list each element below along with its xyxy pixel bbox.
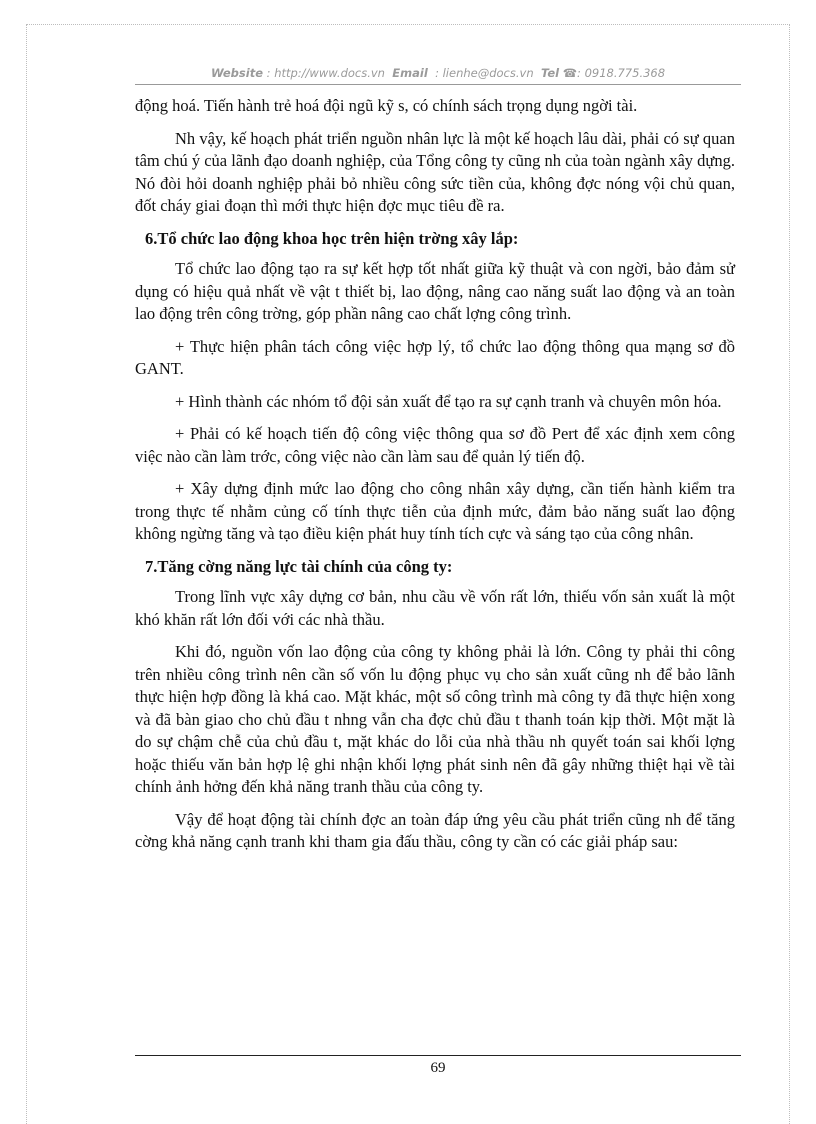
footer-divider [135,1055,741,1056]
website-label: Website [210,66,264,80]
paragraph: Khi đó, nguồn vốn lao động của công ty không phải là lớn. Công ty phải thi công trên nhiều công trình nên cần số vốn lu động phục vụ cho sản xuất cũng nh để bảo lãnh thực hiện hợp đồng là khá cao. Mặt khác, một số công trình mà công ty đã thực hiện xong và đã bàn giao cho chủ đầu t nhng vẫn cha đợc chủ đầu t thanh toán kịp thời. Một mặt là do sự chậm chễ của chủ đầu t, mặt khác do lỗi của nhà thầu nh quyết toán sai khối lợng hoặc thiếu văn bản hợp lệ ghi nhận khối lợng phát sinh nên đã gây những thiệt hại về tài chính ảnh hởng đến khả năng tranh thầu của công ty. [135,642,735,796]
paragraph: Trong lĩnh vực xây dựng cơ bản, nhu cầu về vốn rất lớn, thiếu vốn sản xuất là một khó khăn rất lớn đối với các nhà thầu. [135,587,735,629]
tel-value: ☎: 0918.775.368 [562,66,666,80]
section-6-heading: 6.Tổ chức lao động khoa học trên hiện trờng xây lắp: [145,228,519,248]
bullet-paragraph: + Hình thành các nhóm tổ đội sản xuất để tạo ra sự cạnh tranh và chuyên môn hóa. [175,391,722,411]
paragraph: Tổ chức lao động tạo ra sự kết hợp tốt nhất giữa kỹ thuật và con ngời, bảo đảm sử dụng có hiệu quả nhất về vật t thiết bị, lao động, nâng cao năng suất lao động và an toàn lao động trên công trờng, góp phần nâng cao chất lợng công trình. [135,259,735,323]
email-value: : lienhe@docs.vn [435,66,534,80]
bullet-paragraph: + Xây dựng định mức lao động cho công nhân xây dựng, cần tiến hành kiểm tra trong thực tế nhằm củng cố tính thực tiễn của định mức, đảm bảo năng suất lao động không ngừng tăng và tạo điều kiện phát huy tính tích cực và sáng tạo của công nhân. [135,479,735,543]
bullet-paragraph: + Phải có kế hoạch tiến độ công việc thông qua sơ đồ Pert để xác định xem công việc nào cần làm trớc, công việc nào cần làm sau để quản lý tiến độ. [135,424,735,466]
paragraph: động hoá. Tiến hành trẻ hoá đội ngũ kỹ s, có chính sách trọng dụng ngời tài. [135,96,638,115]
website-value: : http://www.docs.vn [266,66,385,80]
paragraph: Vậy để hoạt động tài chính đợc an toàn đáp ứng yêu cầu phát triển cũng nh để tăng cờng khả năng cạnh tranh khi tham gia đấu thầu, công ty cần có các giải pháp sau: [135,809,735,851]
tel-label: Tel [540,66,560,80]
document-body [135,95,735,864]
header-divider [135,84,741,85]
page-number: 69 [430,1060,446,1076]
section-7-heading: 7.Tăng cờng năng lực tài chính của công ty: [145,556,453,576]
email-label: Email [392,66,428,80]
paragraph: Nh vậy, kế hoạch phát triển nguồn nhân lực là một kế hoạch lâu dài, phải có sự quan tâm chú ý của lãnh đạo doanh nghiệp, của Tổng công ty cũng nh của toàn ngành xây dựng. Nó đòi hỏi doanh nghiệp phải bỏ nhiều công sức tiền của, không đợc nóng vội chủ quan, đốt cháy giai đoạn thì mới thực hiện đợc mục tiêu đề ra. [135,128,735,215]
page-header [135,66,741,80]
bullet-paragraph: + Thực hiện phân tách công việc hợp lý, tổ chức lao động thông qua mạng sơ đồ GANT. [135,336,735,378]
